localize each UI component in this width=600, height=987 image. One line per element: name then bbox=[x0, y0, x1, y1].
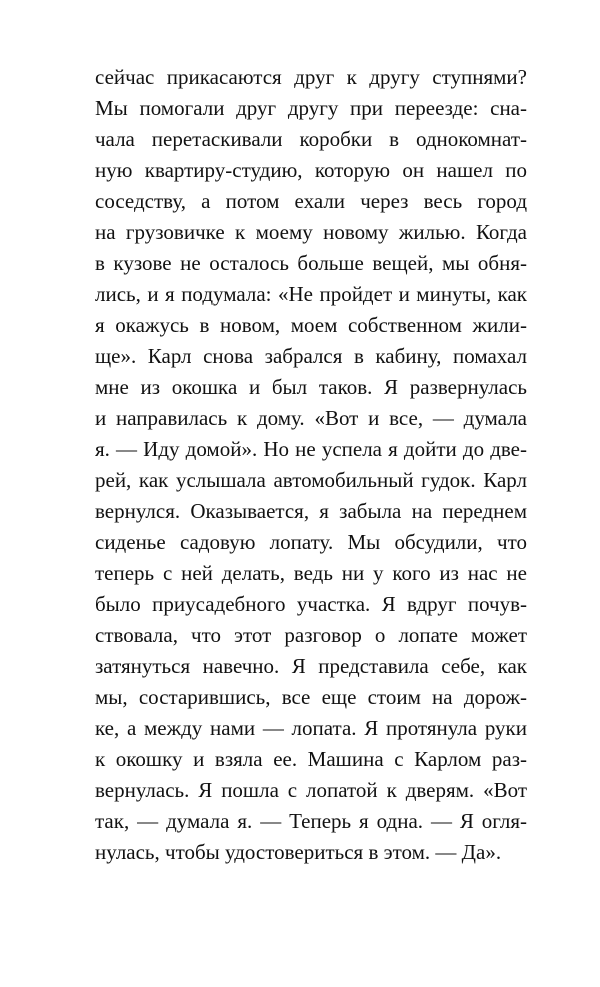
text-line-19: ствовала, что этот разговор о лопате может bbox=[95, 623, 527, 647]
text-line-1: сейчас прикасаются друг к другу ступнями? bbox=[95, 65, 527, 89]
text-line-26: нулась, чтобы удостовериться в этом. — Да». bbox=[95, 840, 502, 864]
text-line-17: теперь с ней делать, ведь ни у кого из нас не bbox=[95, 561, 527, 585]
page-text bbox=[95, 62, 527, 868]
text-line-20: затянуться навечно. Я представила себе, как bbox=[95, 654, 527, 678]
text-line-13: я. — Иду домой». Но не успела я дойти до две- bbox=[95, 437, 527, 461]
text-line-8: лись, и я подумала: «Не пройдет и минуты, как bbox=[95, 282, 527, 306]
text-line-4: ную квартиру-студию, которую он нашел по bbox=[95, 158, 527, 182]
text-line-25: так, — думала я. — Теперь я одна. — Я огля- bbox=[95, 809, 527, 833]
text-line-14: рей, как услышала автомобильный гудок. Карл bbox=[95, 468, 527, 492]
text-line-15: вернулся. Оказывается, я забыла на переднем bbox=[95, 499, 527, 523]
text-line-24: вернулась. Я пошла с лопатой к дверям. «Вот bbox=[95, 778, 527, 802]
text-line-6: на грузовичке к моему новому жилью. Когда bbox=[95, 220, 527, 244]
text-line-7: в кузове не осталось больше вещей, мы обня- bbox=[95, 251, 527, 275]
text-line-11: мне из окошка и был таков. Я развернулась bbox=[95, 375, 527, 399]
text-line-12: и направилась к дому. «Вот и все, — думала bbox=[95, 406, 527, 430]
text-line-2: Мы помогали друг другу при переезде: сна- bbox=[95, 96, 527, 120]
text-line-10: ще». Карл снова забрался в кабину, помахал bbox=[95, 344, 527, 368]
text-line-9: я окажусь в новом, моем собственном жили- bbox=[95, 313, 527, 337]
text-line-16: сиденье садовую лопату. Мы обсудили, что bbox=[95, 530, 527, 554]
text-line-18: было приусадебного участка. Я вдруг почув- bbox=[95, 592, 527, 616]
text-line-5: соседству, а потом ехали через весь город bbox=[95, 189, 527, 213]
text-line-21: мы, состарившись, все еще стоим на дорож- bbox=[95, 685, 527, 709]
text-line-23: к окошку и взяла ее. Машина с Карлом раз- bbox=[95, 747, 527, 771]
text-line-3: чала перетаскивали коробки в однокомнат- bbox=[95, 127, 527, 151]
text-line-22: ке, а между нами — лопата. Я протянула руки bbox=[95, 716, 527, 740]
